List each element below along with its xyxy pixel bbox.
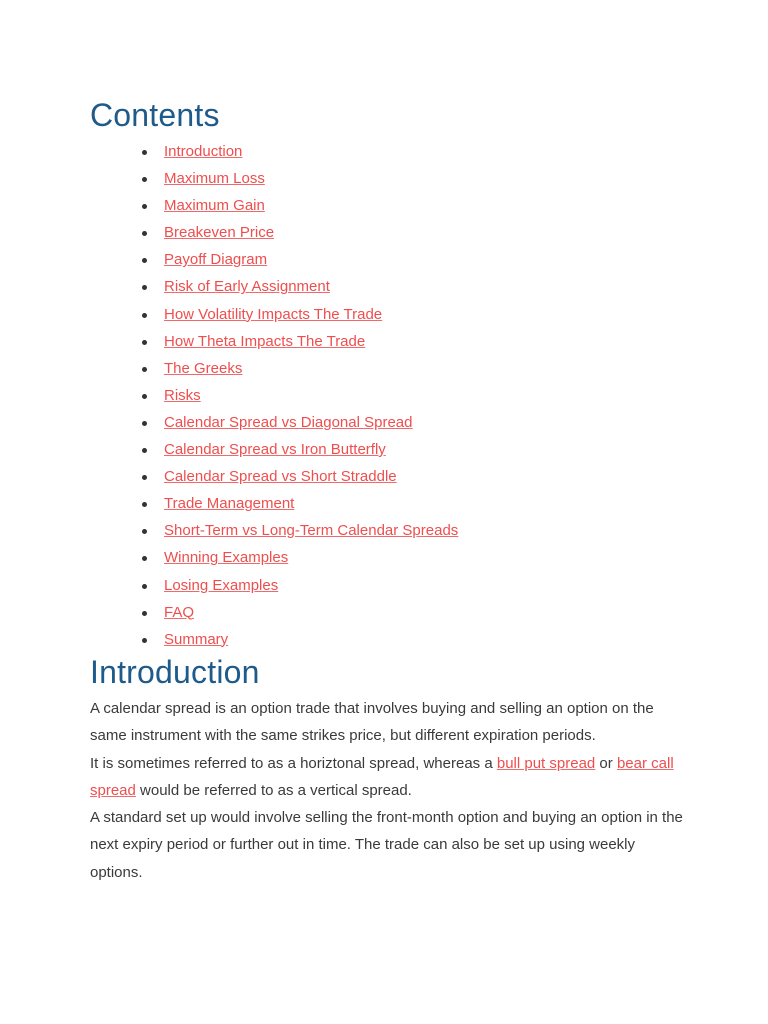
bullet-icon xyxy=(142,150,147,155)
toc-link-the-greeks[interactable]: The Greeks xyxy=(164,359,243,377)
toc-link-winning-examples[interactable]: Winning Examples xyxy=(164,549,289,567)
toc-item xyxy=(142,548,458,575)
toc-link-vs-short-straddle[interactable]: Calendar Spread vs Short Straddle xyxy=(164,468,397,486)
bear-call-spread-link[interactable]: bear call spread xyxy=(90,754,674,799)
toc-link-vs-iron-butterfly[interactable]: Calendar Spread vs Iron Butterfly xyxy=(164,441,386,459)
toc-link-maximum-gain[interactable]: Maximum Gain xyxy=(164,197,265,215)
toc-item xyxy=(142,250,458,277)
toc-item xyxy=(142,386,458,413)
intro-paragraph-1: A calendar spread is an option trade that involves buying and selling an option on the same instrument with the same strikes price, but different expiration periods. xyxy=(90,700,654,745)
toc-link-summary[interactable]: Summary xyxy=(164,630,229,648)
toc-item xyxy=(142,277,458,304)
bullet-icon xyxy=(142,421,147,426)
intro-p2-text-start: It is sometimes referred to as a horiztonal spread, whereas a xyxy=(90,754,497,772)
toc-item xyxy=(142,223,458,250)
toc-item xyxy=(142,603,458,630)
bullet-icon xyxy=(142,340,147,345)
toc-item xyxy=(142,467,458,494)
bullet-icon xyxy=(142,556,147,561)
toc-item xyxy=(142,305,458,332)
toc-link-theta-impacts[interactable]: How Theta Impacts The Trade xyxy=(164,332,366,350)
toc-link-introduction[interactable]: Introduction xyxy=(164,143,243,160)
introduction-heading: Introduction xyxy=(90,654,260,690)
toc-link-vs-diagonal-spread[interactable]: Calendar Spread vs Diagonal Spread xyxy=(164,413,413,431)
bullet-icon xyxy=(142,367,147,372)
intro-paragraph-3: A standard set up would involve selling the front-month option and buying an option in the next expiry period or further out in time. The trade can also be set up using weekly options. xyxy=(90,809,683,881)
bullet-icon xyxy=(142,177,147,182)
toc-link-volatility-impacts[interactable]: How Volatility Impacts The Trade xyxy=(164,305,383,323)
bull-put-spread-link[interactable]: bull put spread xyxy=(496,754,596,772)
bullet-icon xyxy=(142,258,147,263)
toc-link-trade-management[interactable]: Trade Management xyxy=(164,495,295,513)
bullet-icon xyxy=(142,475,147,480)
introduction-body xyxy=(90,695,690,886)
toc-link-short-vs-long-term[interactable]: Short-Term vs Long-Term Calendar Spreads xyxy=(164,522,459,540)
toc-link-risk-of-early-assignment[interactable]: Risk of Early Assignment xyxy=(164,278,330,296)
toc-item xyxy=(142,332,458,359)
toc-item xyxy=(142,359,458,386)
toc-link-risks[interactable]: Risks xyxy=(164,386,201,404)
bullet-icon xyxy=(142,638,147,643)
toc-item xyxy=(142,494,458,521)
bullet-icon xyxy=(142,448,147,453)
contents-heading: Contents xyxy=(90,97,220,133)
intro-p2-text-mid: or xyxy=(595,754,617,772)
toc-item xyxy=(142,169,458,196)
toc-item xyxy=(142,142,458,169)
bullet-icon xyxy=(142,584,147,589)
intro-p2-text-end: would be referred to as a vertical spread. xyxy=(135,781,412,799)
intro-paragraph-2 xyxy=(90,750,690,805)
bullet-icon xyxy=(142,285,147,290)
bullet-icon xyxy=(142,204,147,209)
table-of-contents xyxy=(142,142,458,657)
bullet-icon xyxy=(142,394,147,399)
toc-link-maximum-loss[interactable]: Maximum Loss xyxy=(164,170,265,188)
toc-link-breakeven-price[interactable]: Breakeven Price xyxy=(164,224,275,242)
toc-item xyxy=(142,196,458,223)
bullet-icon xyxy=(142,313,147,318)
bullet-icon xyxy=(142,611,147,616)
toc-item xyxy=(142,576,458,603)
toc-link-payoff-diagram[interactable]: Payoff Diagram xyxy=(164,251,268,269)
bullet-icon xyxy=(142,529,147,534)
bullet-icon xyxy=(142,231,147,236)
bullet-icon xyxy=(142,502,147,507)
toc-item xyxy=(142,521,458,548)
toc-link-faq[interactable]: FAQ xyxy=(164,603,195,621)
toc-item xyxy=(142,413,458,440)
toc-link-losing-examples[interactable]: Losing Examples xyxy=(164,576,279,594)
toc-item xyxy=(142,440,458,467)
